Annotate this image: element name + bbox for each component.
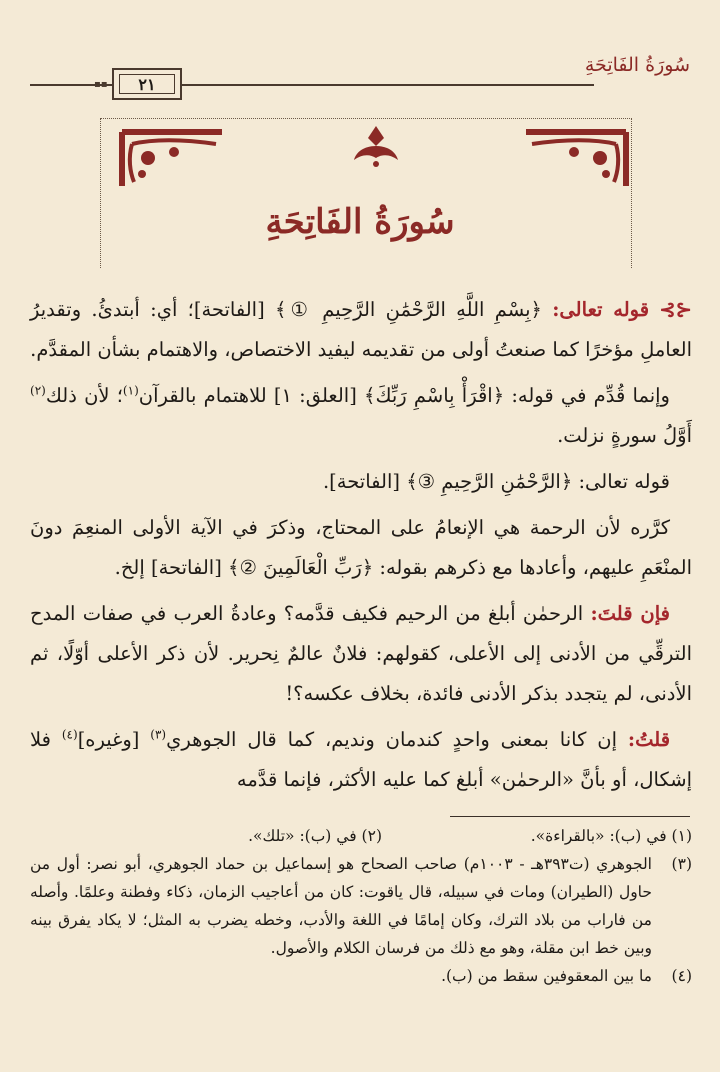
footnotes: [30, 822, 692, 990]
page-number-box: [112, 68, 182, 100]
paragraph-text: أبتدئُ. وتقديرُ العاملِ مؤخرًا كما صنعتُ أولى من تقديمه ليفيد الاختصاص، والاهتمام بشأن المقدَّم.: [30, 298, 692, 361]
footnote-text: ما بين المعقوفين سقط من (ب).: [441, 967, 652, 985]
paragraph-text: قوله تعالى:: [578, 470, 670, 493]
question-label: فإن قلتَ:: [590, 602, 670, 625]
surah-title: سُورَةُ الفَاتِحَةِ: [265, 202, 455, 242]
header-dots-icon: ▪▪: [94, 79, 108, 90]
paragraph: [30, 508, 692, 588]
paragraph-text: الرحمٰن أبلغ من الرحيم فكيف قدَّمه؟ وعادةُ العرب في صفات المدح الترقِّي من الأدنى إلى الأعلى، كقولهم: فلانٌ عالمٌ نِحرير. لأن ذكر الأعلى أوّلًا، ثم الأدنى، لم يتجدد بذكر الأدنى فائدة، بخلاف عكسه؟!: [30, 602, 692, 705]
footnote-marker[interactable]: (٤): [61, 727, 78, 742]
paragraph-text: إن كانا بمعنى واحدٍ كندمان ونديم، كما قال الجوهري: [166, 728, 617, 751]
paragraph-text: [العلق: ١] للاهتمام بالقرآن: [138, 384, 357, 407]
quran-quote: ﴿اقْرَأْ بِاسْمِ رَبِّكَ﴾: [364, 384, 505, 407]
paragraph: [30, 376, 692, 456]
paragraph-text: كرَّره لأن الرحمة هي الإنعامُ على المحتاج، وذكرَ في الآية الأولى المنعِمَ دونَ المنْعَمِ عليهم، وأعادها مع ذكرهم بقوله:: [30, 516, 692, 579]
footnote-marker[interactable]: (٣): [150, 727, 167, 742]
footnote-text: في (ب): «بالقراءة».: [530, 827, 667, 845]
paragraph-text: فلا إشكال، أو بأنَّ «الرحمٰن» أبلغ كما عليه الأكثر، فإنما قدَّمه: [30, 728, 692, 791]
paragraph: [30, 594, 692, 714]
footnote-text: الجوهري (ت٣٩٣هـ - ١٠٠٣م) صاحب الصحاح هو إسماعيل بن حماد الجوهري، أبو نصر: أول من حاول (الطيران) ومات في سبيله، قال ياقوت: كان من أعاجيب الزمان، ذكاء وفطنة وعلمًا. وأصله من فاراب من بلاد الترك، وكان إمامًا في اللغة والأدب، وخطه يضرب به المثل؛ لا يكاد يفرق بينه وبين خط ابن مقلة، وهو مع ذلك من فرسان الكلام والأصول.: [30, 855, 652, 957]
footnote-number: (٤): [671, 967, 692, 985]
verse-reference: [الفاتحة] إلخ.: [114, 556, 222, 579]
quran-quote: ﴿الرَّحْمَٰنِ الرَّحِيمِ ③﴾: [406, 470, 573, 493]
running-header-title: سُورَةُ الفَاتِحَةِ: [584, 54, 690, 76]
quran-quote: ﴿بِسْمِ اللَّهِ الرَّحْمَٰنِ الرَّحِيمِ ①﴾: [274, 298, 542, 321]
verse-intro: قوله تعالى:: [552, 298, 650, 321]
lead-ornament-icon: ⊰⊱: [659, 298, 693, 321]
paragraph-text: وإنما قُدِّم في قوله:: [511, 384, 670, 407]
verse-reference: [الفاتحة]؛ أي:: [150, 298, 265, 321]
paragraph: [30, 462, 692, 502]
page-number: ٢١: [138, 74, 156, 94]
footnote-row: [30, 962, 692, 990]
footnote-number: (٢): [361, 827, 382, 845]
footnote-text: في (ب): «تلك».: [248, 827, 357, 845]
paragraph-text: أَوَّلُ سورةٍ نزلت.: [557, 424, 692, 447]
paragraph: [30, 290, 692, 370]
right-corner-ornament-icon: [522, 128, 630, 190]
footnote-marker[interactable]: (٢): [30, 383, 46, 398]
main-text: [30, 290, 692, 806]
footnote-separator: [450, 816, 690, 817]
quran-quote: ﴿رَبِّ الْعَالَمِينَ ②﴾: [228, 556, 374, 579]
footnote-row: [30, 822, 692, 850]
paragraph-text: ؛ لأن ذلك: [45, 384, 123, 407]
answer-label: قلتُ:: [627, 728, 671, 751]
footnote-row: [30, 850, 692, 962]
paragraph: [30, 720, 692, 800]
center-ornament-icon: [350, 124, 402, 168]
verse-reference: [الفاتحة].: [322, 470, 400, 493]
footnote-number: (١): [671, 827, 692, 845]
footnote-number: (٣): [671, 855, 692, 873]
paragraph-text: [وغيره]: [77, 728, 140, 751]
footnote-marker[interactable]: (١): [122, 383, 139, 398]
left-corner-ornament-icon: [118, 128, 226, 190]
